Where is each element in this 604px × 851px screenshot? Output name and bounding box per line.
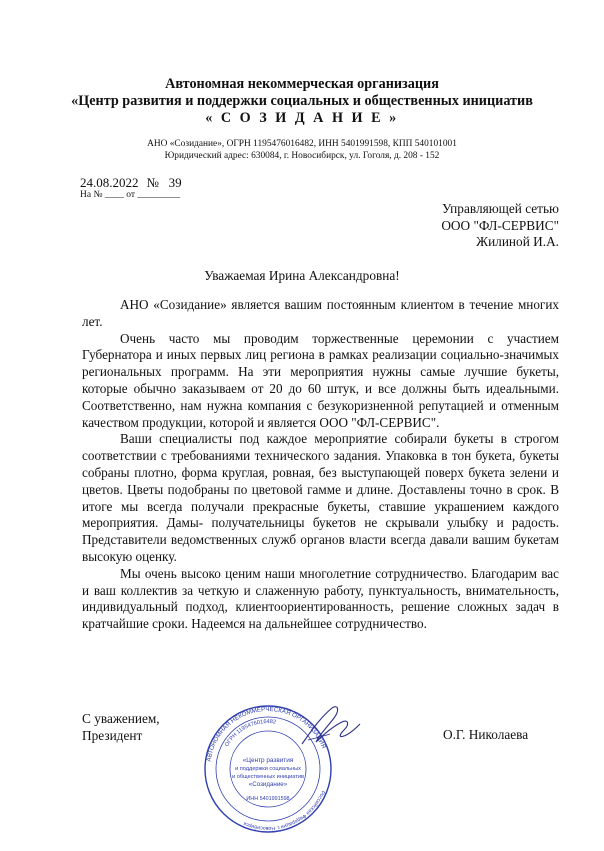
stamp-center-line4: «Созидание» — [248, 781, 288, 788]
addressee-position: Управляющей сетью — [441, 201, 559, 216]
stamp-outer-text: АВТОНОМНАЯ НЕКОММЕРЧЕСКАЯ ОРГАНИЗАЦИЯ — [205, 705, 328, 763]
letter-body — [82, 297, 559, 633]
stamp-ring-text: Российская Федерация г. Новосибирск — [242, 789, 326, 832]
stamp-bottom-text: ИНН 5401991598 — [246, 796, 290, 802]
paragraph: Очень часто мы проводим торжественные церемонии с участием Губернатора и иных первых лиц региона в рамках реализации социально-значимых региональных программ. На эти мероприятия нужны самые лучшие букеты, которые обычно заказываем от 20 до 60 штук, и все должны быть идеальными. Соответственно, нам нужна компания с безукоризненной репутацией и отменным качеством продукции, которой и является ООО "ФЛ-СЕРВИС". — [82, 330, 559, 430]
closing-regards: С уважением, — [82, 711, 160, 726]
paragraph: Ваши специалисты под каждое мероприятие собирали букеты в строгом соответствии с требованиями технического задания. Упаковка в тон букета, букеты собраны плотно, форма круглая, ровная, без выступающей поверх букета зелени и цветов. Цветы подобраны по цветовой гамме и длине. Доставлены точно в срок. В итоге мы всегда получали прекрасные букеты, ставшие украшением каждого мероприятия. Дамы- получательницы букетов не скрывали улыбку и радость. Представители ведомственных служб органов власти всегда давали вашим букетам высокую оценку. — [82, 431, 559, 564]
addressee-block — [300, 201, 559, 251]
paragraph: Мы очень высоко ценим наши многолетние сотрудничество. Благодарим вас и ваш коллектив за четкую и слаженную работу, пунктуальность, внимательность, индивидуальный подход, клиентоориентированность, решение сложных задач в кратчайшие сроки. Надеемся на дальнейшее сотрудничество. — [82, 565, 559, 632]
closing-block — [82, 711, 160, 744]
stamp-center-line1: «Центр развития — [242, 757, 294, 764]
org-name: «Центр развития и поддержки социальных и общественных инициатив — [71, 93, 533, 109]
stamp-center-line3: и общественных инициатив — [232, 774, 304, 780]
greeting: Уважаемая Ирина Александровна! — [204, 268, 400, 283]
in-reference: На № ____ от _________ — [80, 190, 181, 200]
signer-name: О.Г. Николаева — [443, 727, 529, 742]
closing-title: Президент — [82, 727, 143, 743]
paragraph: АНО «Созидание» является вашим постоянным клиентом в течение многих лет. — [82, 297, 559, 329]
addressee-company: ООО "ФЛ-СЕРВИС" — [441, 217, 559, 233]
letterhead — [0, 76, 604, 162]
letter-number: № 39 — [146, 175, 182, 190]
addressee-name: Жилиной И.А. — [476, 234, 559, 249]
org-short-name: « С О З И Д А Н И Е » — [205, 110, 399, 126]
stamp-inner-text: ОГРН 1195476016482 — [224, 718, 277, 748]
org-address: Юридический адрес: 630084, г. Новосибирск, ул. Гоголя, д. 208 - 152 — [164, 150, 440, 161]
stamp-center-line2: и поддержки социальных — [235, 766, 301, 772]
letter-date-number — [80, 175, 182, 191]
org-requisites: АНО «Созидание», ОГРН 1195476016482, ИНН 5401991598, КПП 540101001 — [147, 139, 457, 149]
letter-date: 24.08.2022 — [80, 175, 139, 190]
handwritten-signature — [294, 700, 364, 755]
org-type: Автономная некоммерческая организация — [165, 76, 439, 92]
